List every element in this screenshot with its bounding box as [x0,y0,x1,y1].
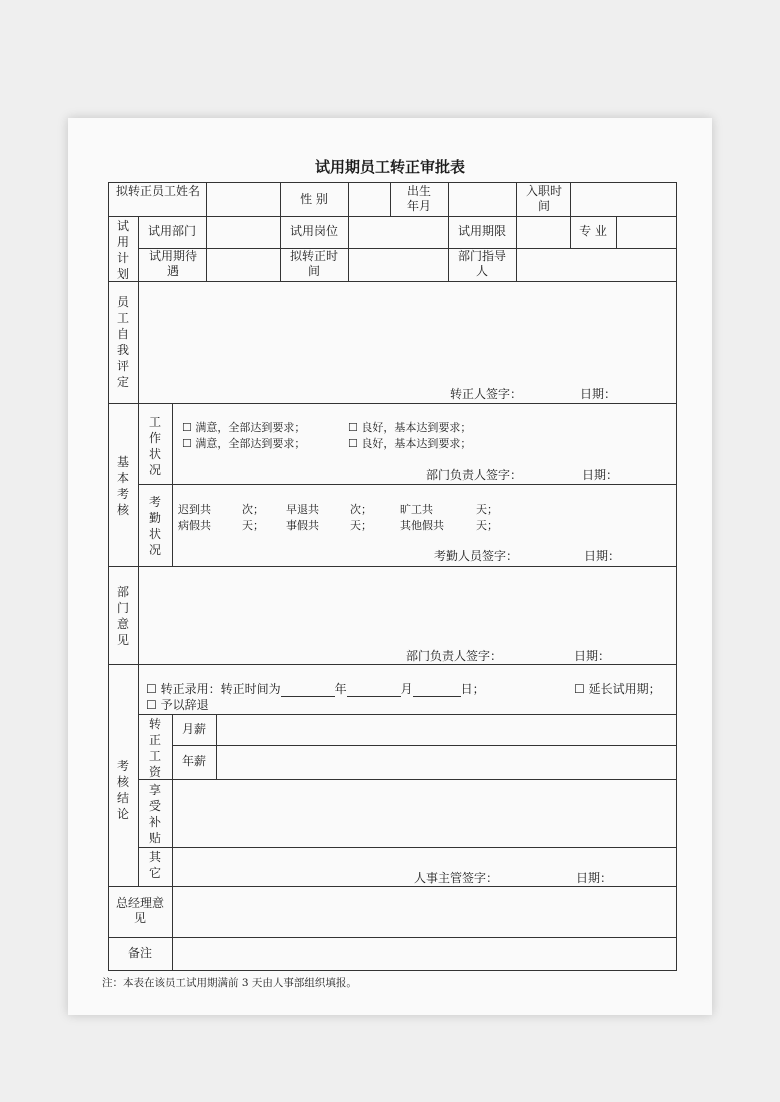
footnote: 注：本表在该员工试用期满前 3 天由人事部组织填报。 [102,977,357,989]
dept-opinion-date-label: 日期： [574,649,611,663]
dismiss-option[interactable]: ☐ 予以辞退 [146,698,209,712]
attendance-date-label: 日期： [584,549,621,563]
leave-early-unit: 次； [350,503,372,516]
approval-form-table [108,182,676,970]
other-label: 其它 [148,850,161,880]
trial-dept-label: 试用部门 [147,224,196,238]
subsidy-label: 享受补贴 [148,783,161,845]
leave-early-label: 早退共 [286,503,319,516]
hr-date-label: 日期： [576,871,613,885]
attendance-status-label: 考勤状况 [148,495,161,557]
trial-period-label: 试用期限 [457,224,506,238]
salary-label: 转正工资 [148,717,161,779]
work-date-label: 日期： [582,468,619,482]
assessment-section-label: 基本考核 [116,455,129,517]
work-option-satisfied-2: ☐ 满意，全部达到要求； [182,437,306,450]
form-title: 试用期员工转正审批表 [314,158,465,176]
trial-position-label: 试用岗位 [289,224,338,238]
month-blank[interactable] [347,684,401,697]
sick-leave-label: 病假共 [178,519,211,532]
absent-unit: 天； [476,503,498,516]
major-label: 专 业 [579,224,607,238]
monthly-salary-label: 月薪 [181,722,206,736]
other-leave-unit: 天； [476,519,498,532]
attendance-sign-label: 考勤人员签字： [434,549,519,563]
gender-label: 性 别 [300,192,328,206]
employee-name-label: 拟转正员工姓名 [115,184,200,198]
self-eval-section-label: 员工自我评定 [116,295,129,389]
work-option-good-2: ☐ 良好，基本达到要求； [348,437,472,450]
late-unit: 次； [242,503,264,516]
dept-opinion-sign-label: 部门负责人签字： [406,649,503,663]
absent-label: 旷工共 [400,503,433,516]
day-label: 日； [460,682,485,696]
conclusion-section-label: 考核结论 [116,759,129,821]
personal-leave-unit: 天； [350,519,372,532]
sick-leave-unit: 天； [242,519,264,532]
gm-opinion-label: 总经理意见 [116,896,165,925]
regular-option-label: ☐ 转正录用：转正时间为 [146,682,281,696]
year-blank[interactable] [281,684,335,697]
work-sign-label: 部门负责人签字： [426,468,523,482]
trial-pay-label: 试用期待遇 [148,249,197,278]
other-leave-label: 其他假共 [400,519,444,532]
self-eval-date-label: 日期： [580,387,617,401]
self-eval-sign-label: 转正人签字： [450,387,523,401]
work-status-label: 工作状况 [148,415,161,477]
join-date-label: 入职时间 [525,184,562,213]
extend-trial-option[interactable]: ☐ 延长试用期； [574,682,661,696]
work-option-satisfied-1: ☐ 满意，全部达到要求； [182,421,306,434]
regular-option[interactable] [146,682,485,697]
dept-opinion-section-label: 部门意见 [116,585,129,647]
remarks-label: 备注 [127,946,152,960]
plan-section-label: 试用计划 [116,219,129,281]
year-label: 年 [334,682,347,696]
hr-sign-label: 人事主管签字： [414,871,499,885]
annual-salary-label: 年薪 [181,754,206,768]
proposed-date-label: 拟转正时间 [289,249,338,278]
month-label: 月 [400,682,413,696]
late-label: 迟到共 [178,503,211,516]
day-blank[interactable] [413,684,461,697]
mentor-label: 部门指导人 [457,249,506,278]
personal-leave-label: 事假共 [286,519,319,532]
birth-date-label: 出生年月 [406,184,431,213]
work-option-good-1: ☐ 良好，基本达到要求； [348,421,472,434]
